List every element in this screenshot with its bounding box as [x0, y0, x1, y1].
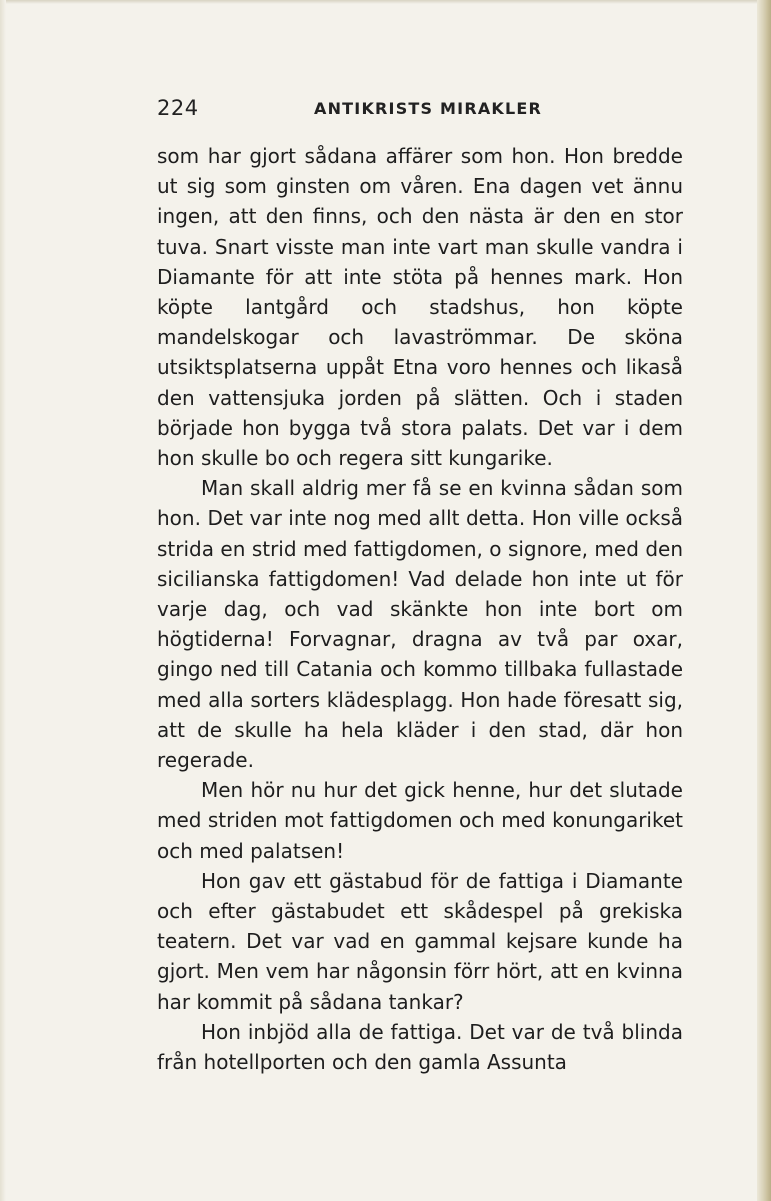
page-left-edge [0, 0, 6, 1201]
page-number: 224 [157, 96, 199, 120]
body-text [157, 141, 683, 1077]
page-right-edge [757, 0, 771, 1201]
page-top-edge [0, 0, 771, 4]
running-header [157, 96, 683, 126]
paragraph: Men hör nu hur det gick henne, hur det slutade med striden mot fattigdomen och med konungariket och med palatsen! [157, 778, 683, 863]
paragraph: Hon inbjöd alla de fattiga. Det var de två blinda från hotellporten och den gamla Assunta [157, 1019, 683, 1075]
paragraph: Man skall aldrig mer få se en kvinna sådan som hon. Det var inte nog med allt detta. Hon ville också strida en strid med fattigdomen, o signore, med den sicilianska fattigdomen! Vad delade hon inte ut för varje dag, och vad skänkte hon inte bort om högtiderna! Forvagnar, dragna av två par oxar, gingo ned till Catania och kommo tillbaka fullastade med alla sorters klädesplagg. Hon hade föresatt sig, att de skulle ha hela kläder i den stad, där hon regerade. [157, 476, 683, 773]
running-title: ANTIKRISTS MIRAKLER [314, 99, 543, 118]
paragraph: Hon gav ett gästabud för de fattiga i Diamante och efter gästabudet ett skådespel på grekiska teatern. Det var vad en gammal kejsare kunde ha gjort. Men vem har någonsin förr hört, att en kvinna har kommit på sådana tankar? [157, 868, 683, 1014]
paragraph: som har gjort sådana affärer som hon. Hon bredde ut sig som ginsten om våren. Ena dagen vet ännu ingen, att den finns, och den nästa är den en stor tuva. Snart visste man inte vart man skulle vandra i Diamante för att inte stöta på hennes mark. Hon köpte lantgård och stadshus, hon köpte mandelskogar och lavaströmmar. De sköna utsiktsplatserna uppåt Etna voro hennes och likaså den vattensjuka jorden på slätten. Och i staden började hon bygga två stora palats. Det var i dem hon skulle bo och regera sitt kungarike. [157, 144, 683, 471]
